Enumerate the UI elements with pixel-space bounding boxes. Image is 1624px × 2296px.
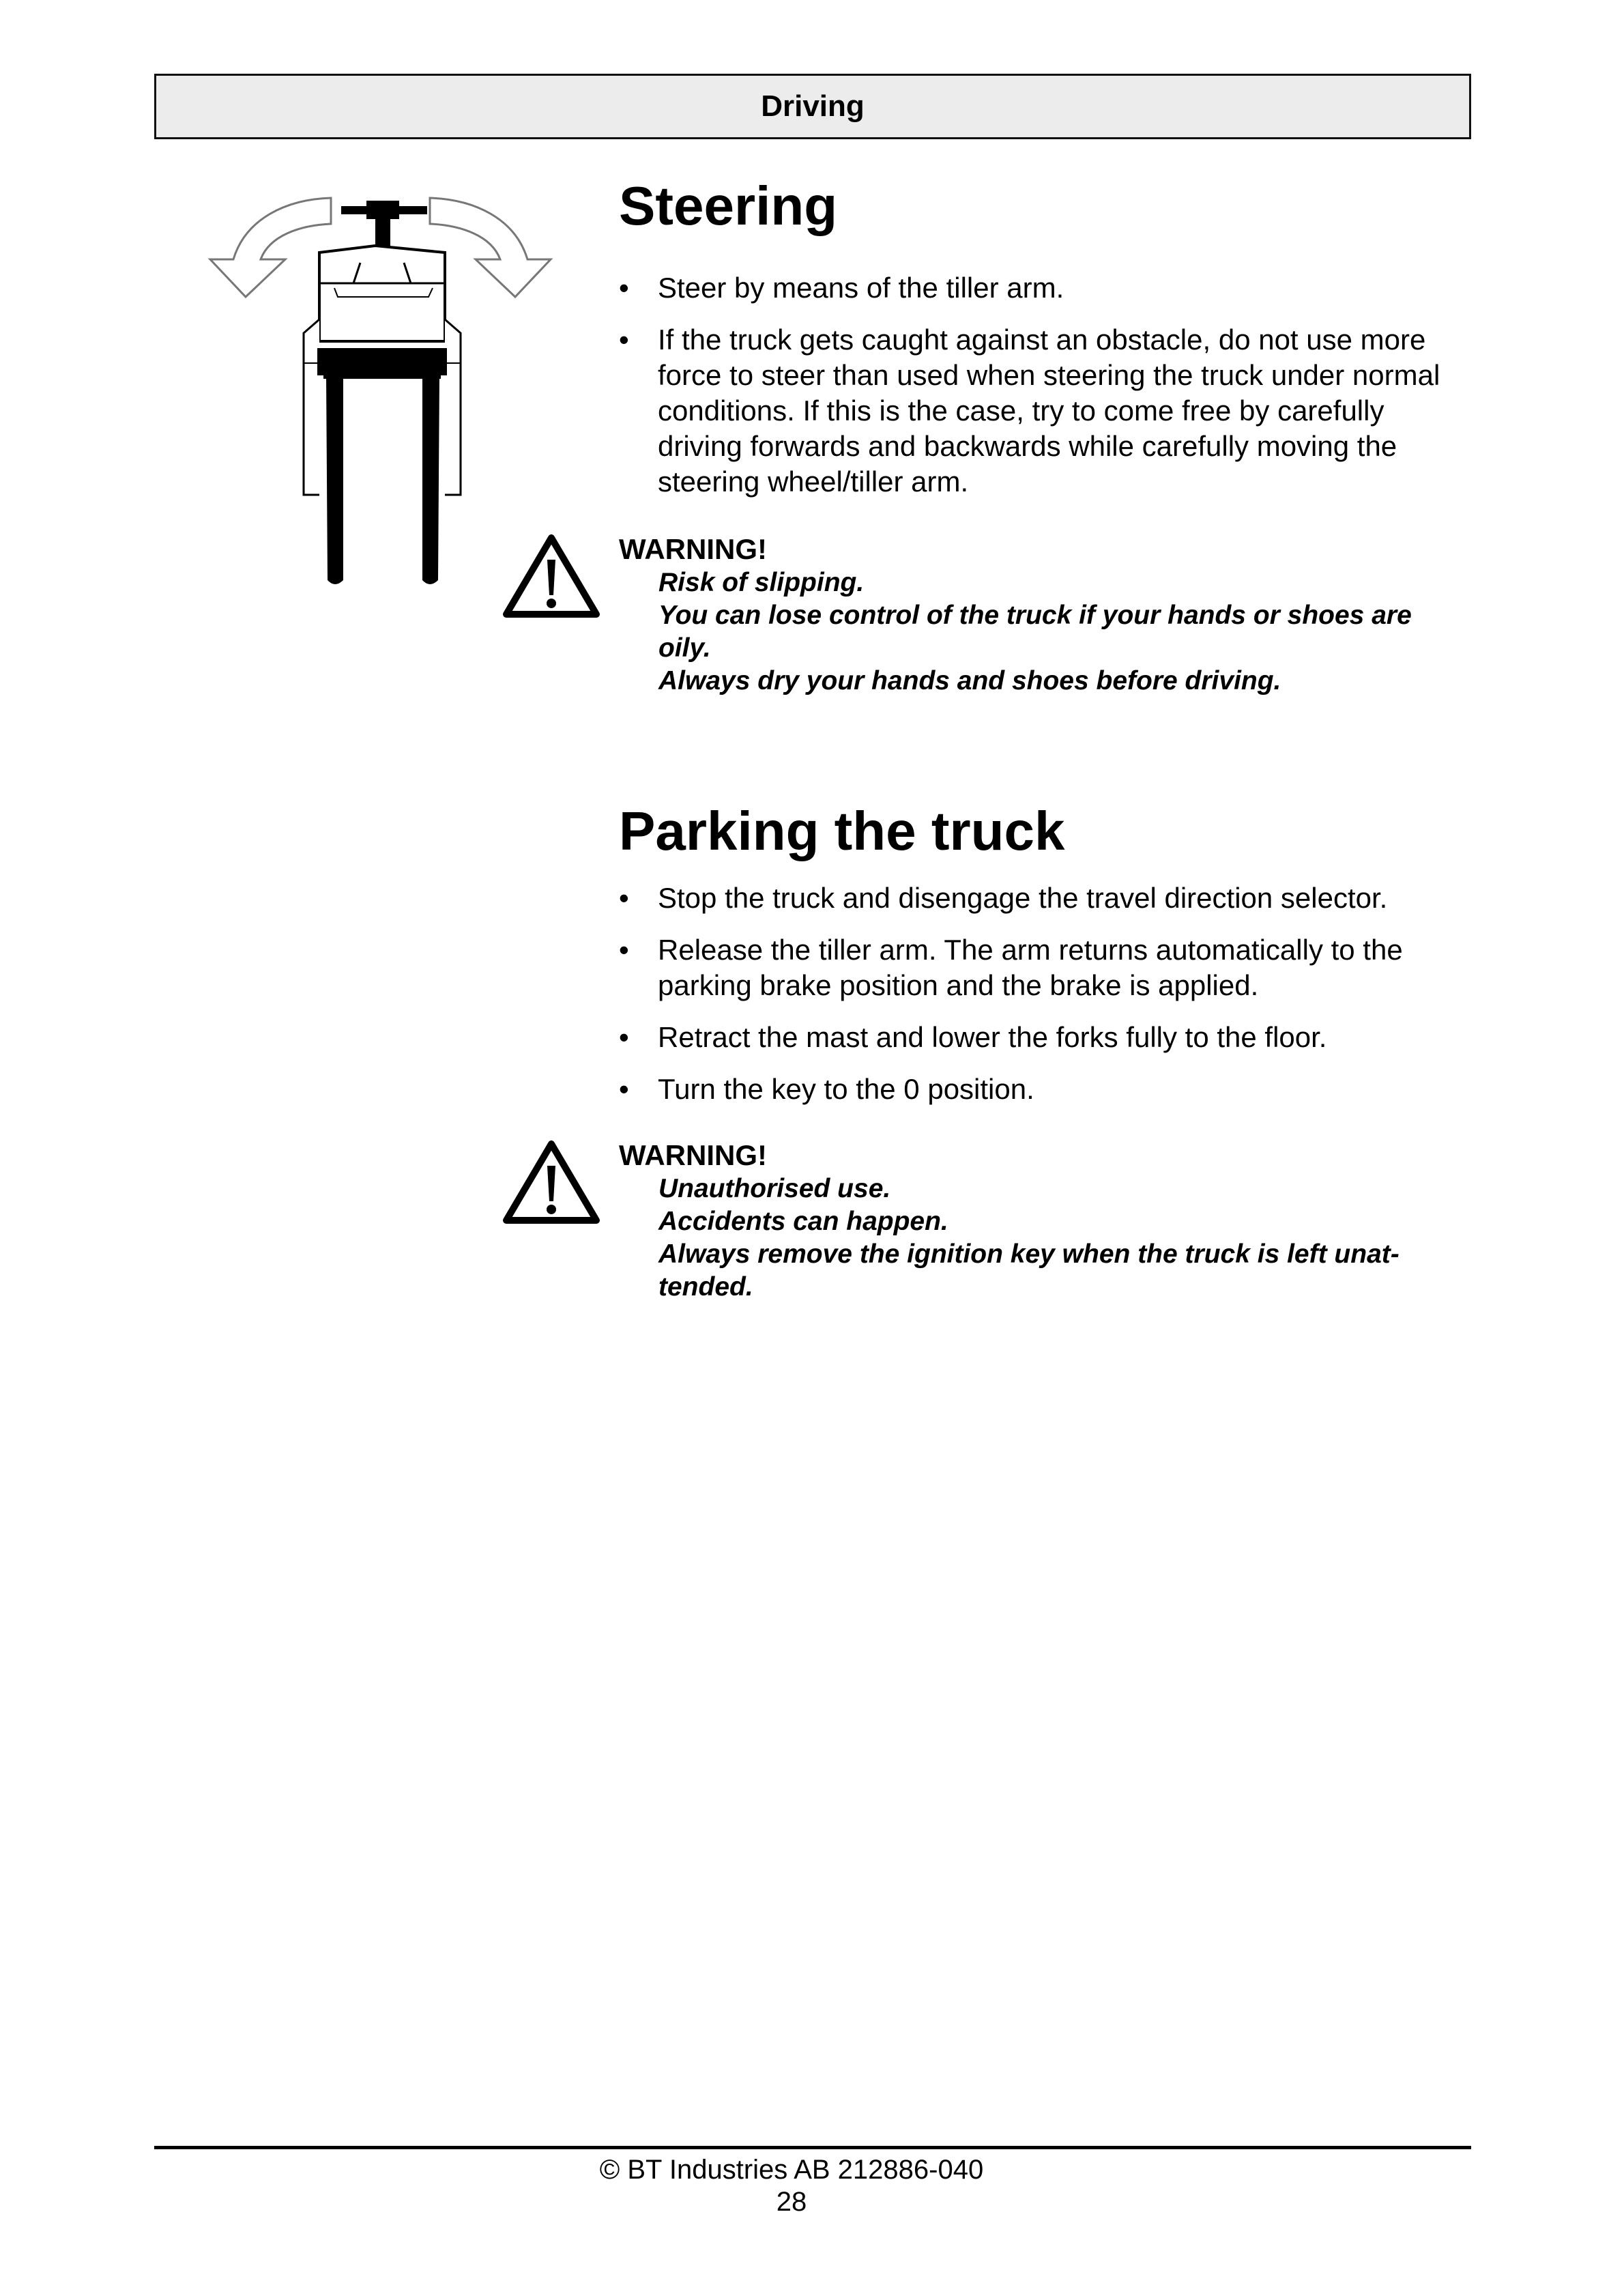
- bullet-icon: •: [619, 324, 629, 356]
- warning-triangle-icon: [502, 1138, 600, 1226]
- warning-triangle-icon: [502, 532, 600, 620]
- bullet-icon: •: [619, 934, 629, 966]
- warning-line: Always dry your hands and shoes before driving.: [658, 666, 1281, 695]
- bullet-icon: •: [619, 882, 629, 914]
- footer-divider: [154, 2146, 1471, 2149]
- bullet-icon: •: [619, 1021, 629, 1053]
- list-item: [619, 1072, 1472, 1107]
- steering-bullet-list: [619, 270, 1472, 516]
- page-number: 28: [776, 2187, 807, 2217]
- bullet-icon: •: [619, 1073, 629, 1105]
- list-item-text: Stop the truck and disengage the travel direction selector.: [658, 882, 1388, 914]
- list-item-text: Turn the key to the 0 position.: [658, 1073, 1034, 1105]
- chapter-header: [154, 74, 1471, 139]
- list-item: [619, 322, 1472, 500]
- warning-text: [658, 566, 1470, 698]
- chapter-title: Driving: [761, 89, 865, 123]
- section-title-steering: Steering: [619, 175, 838, 236]
- list-item: [619, 270, 1472, 306]
- list-item-text: Steer by means of the tiller arm.: [658, 272, 1064, 304]
- list-item-text: Retract the mast and lower the forks fully to the floor.: [658, 1021, 1327, 1053]
- list-item-text: If the truck gets caught against an obstacle, do not use more force to steer than used when steering the truck under normal conditions. If this is the case, try to come free by carefully driving forwards and backwards while carefully moving the steering wheel/tiller arm.: [658, 324, 1440, 498]
- list-item: [619, 932, 1472, 1003]
- footer-copyright: © BT Industries AB 212886-040: [599, 2155, 984, 2185]
- warning-line: Unauthorised use.: [658, 1174, 891, 1203]
- list-item: [619, 1020, 1472, 1055]
- warning-line: Risk of slipping.: [658, 568, 865, 597]
- parking-bullet-list: [619, 880, 1472, 1123]
- bullet-icon: •: [619, 272, 629, 304]
- warning-line: You can lose control of the truck if your hands or shoes are oily.: [658, 601, 1412, 663]
- list-item-text: Release the tiller arm. The arm returns automatically to the parking brake position and the brake is applied.: [658, 934, 1403, 1001]
- section-title-parking: Parking the truck: [619, 801, 1065, 861]
- warning-label: WARNING!: [619, 533, 767, 565]
- warning-label: WARNING!: [619, 1139, 767, 1171]
- warning-text: [658, 1173, 1470, 1304]
- warning-line: Always remove the ignition key when the truck is left unat-tended.: [658, 1239, 1400, 1302]
- list-item: [619, 880, 1472, 916]
- warning-line: Accidents can happen.: [658, 1207, 948, 1236]
